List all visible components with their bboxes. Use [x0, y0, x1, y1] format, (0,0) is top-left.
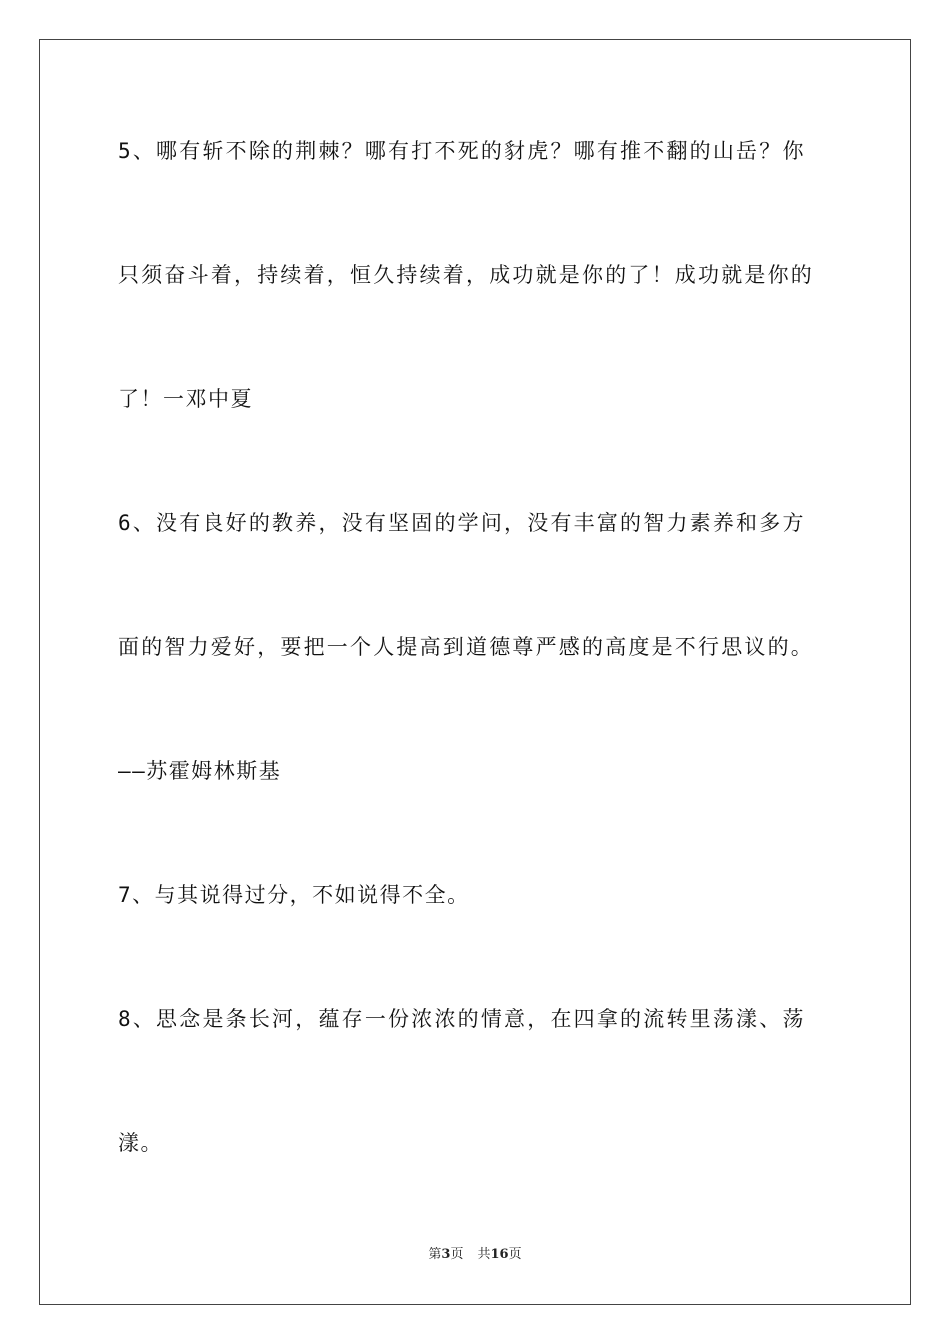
text-line-6: ——苏霍姆林斯基 — [118, 759, 282, 783]
text-line-7: 7、与其说得过分，不如说得不全。 — [118, 883, 470, 907]
text-line-9: 漾。 — [118, 1131, 163, 1155]
page-border — [39, 39, 911, 1305]
text-line-3: 了！一邓中夏 — [118, 387, 253, 411]
text-line-5: 面的智力爱好，要把一个人提高到道德尊严感的高度是不行思议的。 — [118, 635, 814, 659]
footer-page-total: 16 — [490, 1247, 509, 1262]
footer-total-suffix: 页 — [508, 1247, 522, 1262]
footer-page-prefix: 第 — [428, 1247, 442, 1262]
text-line-1: 5、哪有斩不除的荆棘？哪有打不死的豺虎？哪有推不翻的山岳？你 — [118, 139, 806, 163]
footer-page-current: 3 — [441, 1247, 451, 1262]
page-footer — [0, 1246, 950, 1264]
text-line-8: 8、思念是条长河，蕴存一份浓浓的情意，在四拿的流转里荡漾、荡 — [118, 1007, 806, 1031]
text-line-4: 6、没有良好的教养，没有坚固的学问，没有丰富的智力素养和多方 — [118, 511, 806, 535]
footer-page-suffix: 页 — [450, 1247, 464, 1262]
footer-total-prefix: 共 — [477, 1247, 491, 1262]
text-line-2: 只须奋斗着，持续着，恒久持续着，成功就是你的了！成功就是你的 — [118, 263, 814, 287]
